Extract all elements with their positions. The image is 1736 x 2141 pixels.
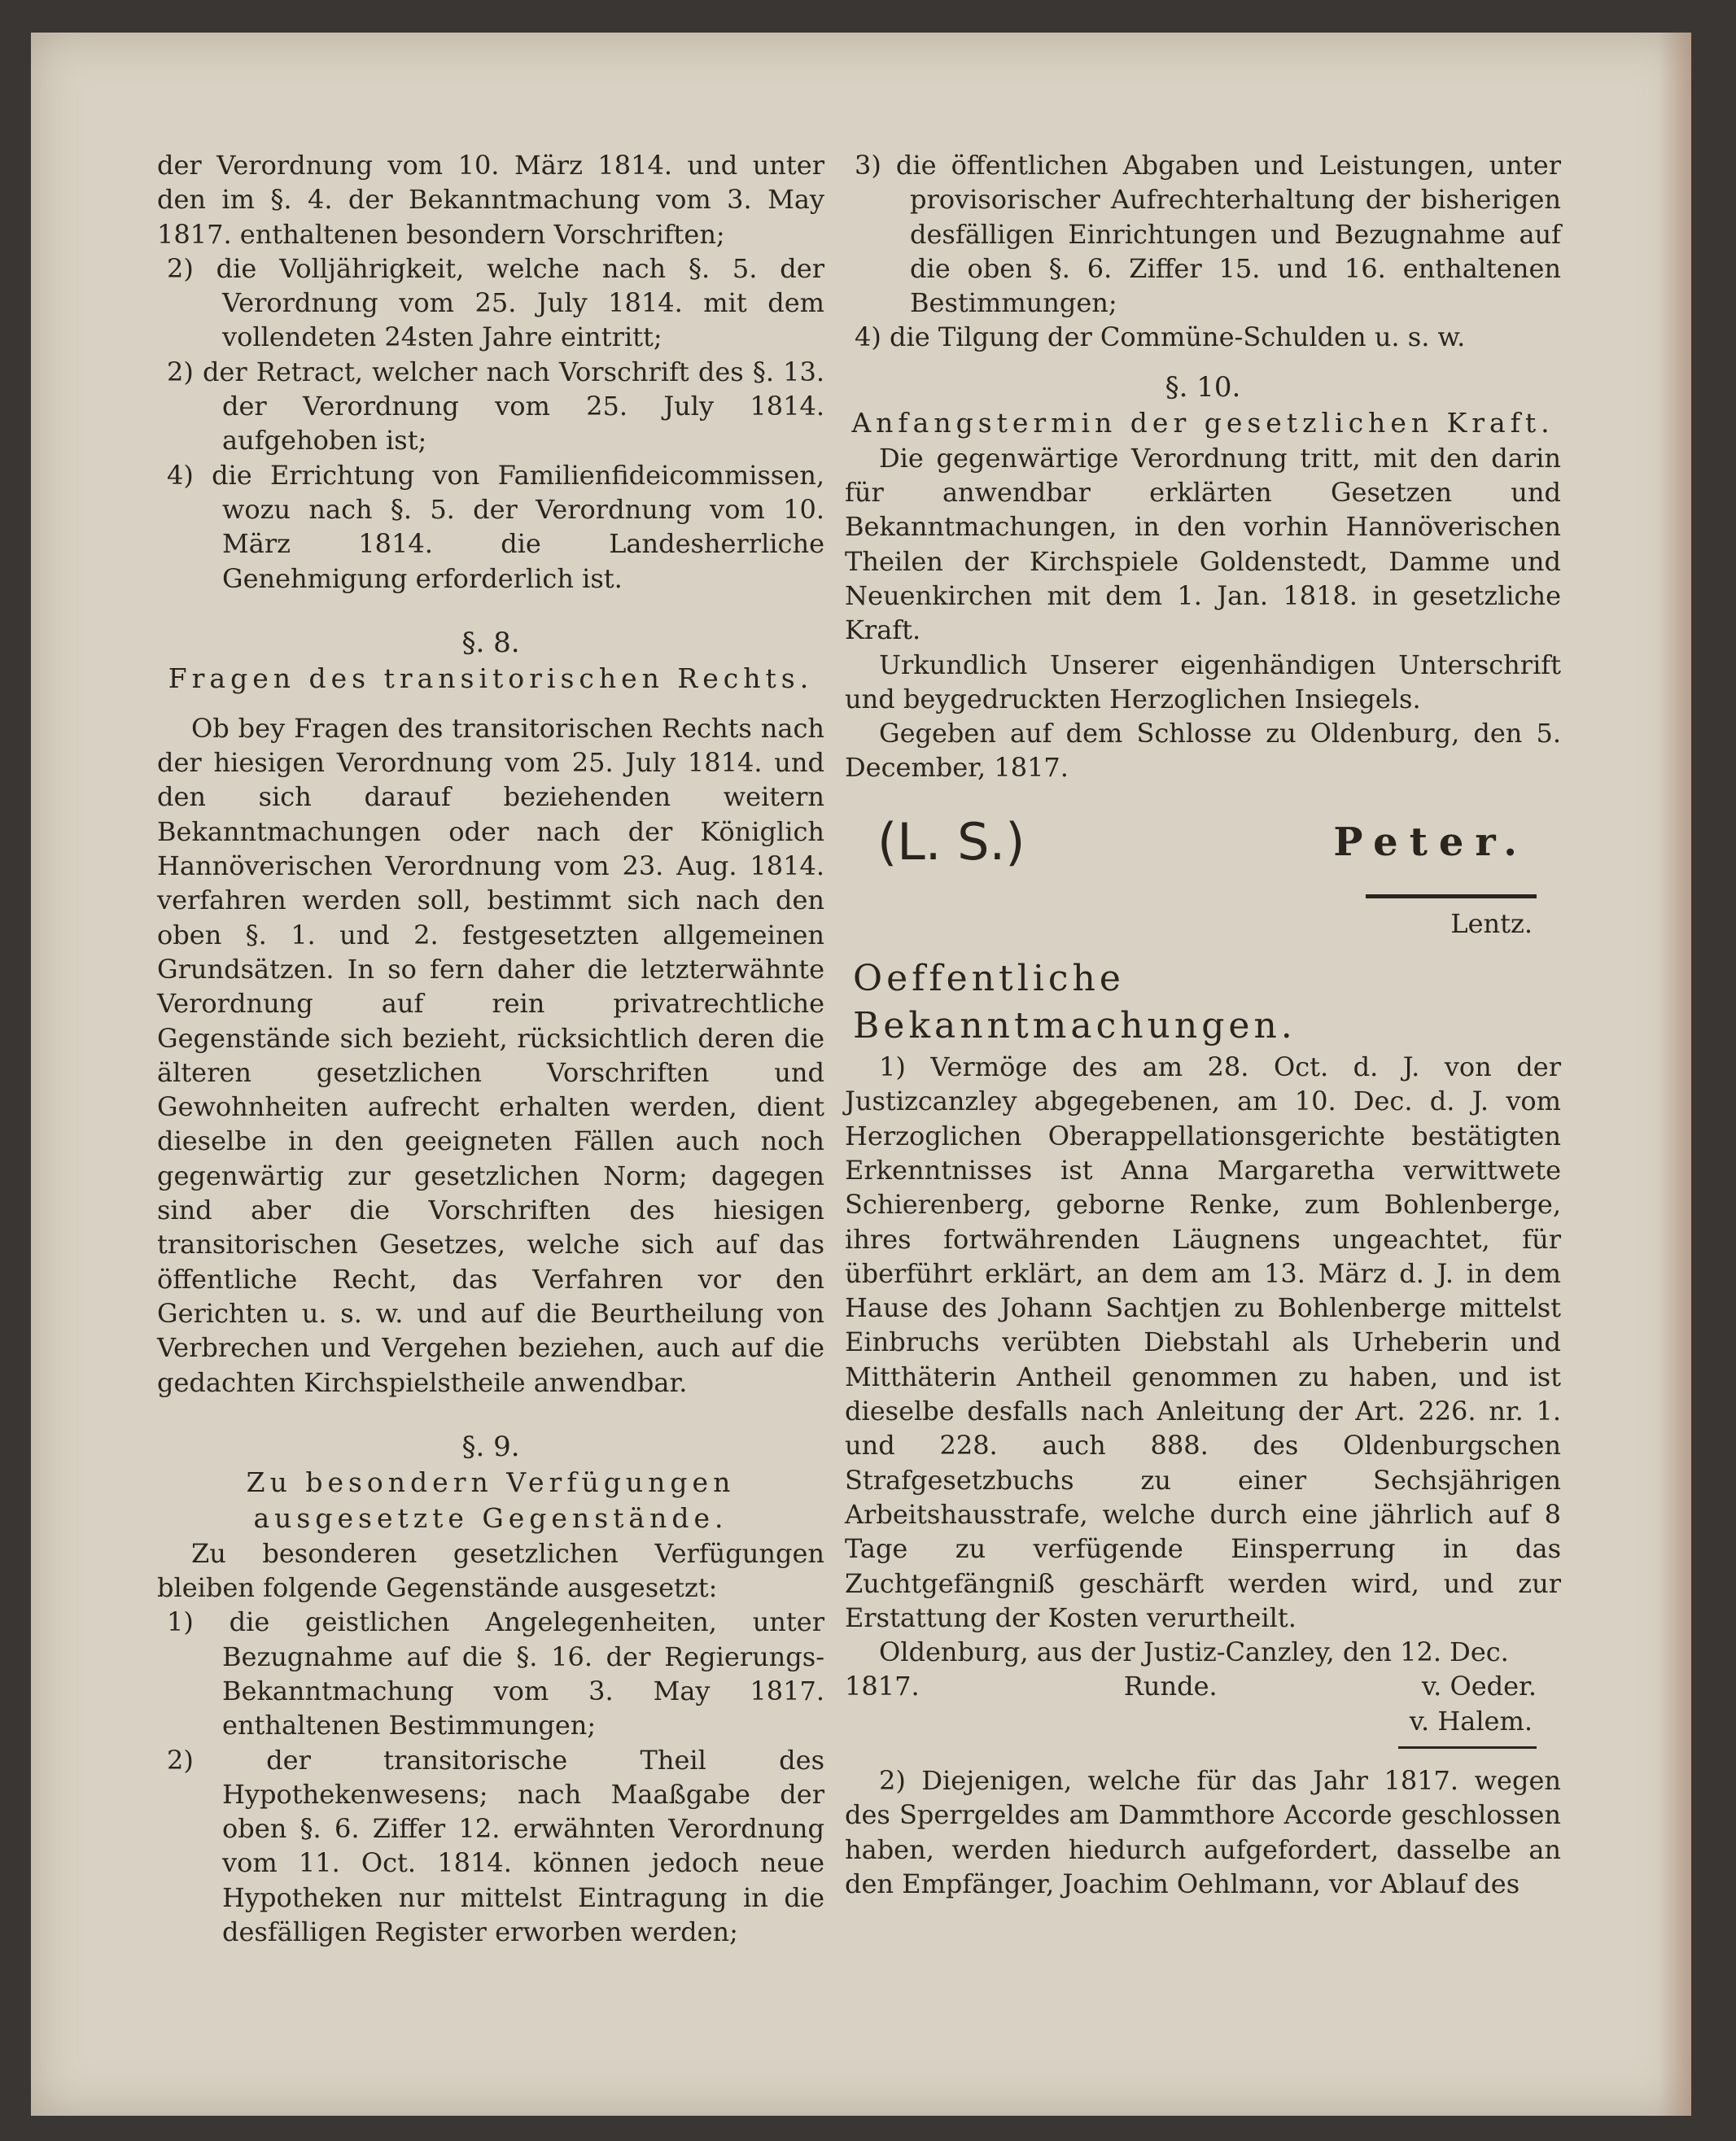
section-10-title: Anfangstermin der gesetzlichen Kraft. bbox=[851, 406, 1555, 439]
list-item: 2) die Volljährigkeit, welche nach §. 5. der Verordnung vom 25. July 1814. mit dem vollendeten 24sten Jahre eintritt; bbox=[167, 252, 824, 353]
countersign: Lentz. bbox=[1450, 907, 1533, 939]
notice-1-signer-runde: Runde. bbox=[1123, 1671, 1218, 1702]
right-column bbox=[845, 148, 1561, 1901]
section-9-number: §. 9. bbox=[461, 1430, 520, 1463]
notice-divider bbox=[1398, 1746, 1537, 1749]
list-item: 2) der Retract, welcher nach Vorschrift des §. 13. der Verordnung vom 25. July 1814. aufgehoben ist; bbox=[167, 356, 824, 457]
document-page bbox=[31, 33, 1691, 2116]
notice-1-signatures bbox=[845, 1669, 1561, 1703]
signature-rule bbox=[1366, 894, 1537, 898]
notice-1-year: 1817. bbox=[845, 1671, 920, 1702]
list-item: 4) die Tilgung der Commüne-Schulden u. s. w. bbox=[855, 321, 1466, 353]
notice-2-text: 2) Diejenigen, welche für das Jahr 1817. wegen des Sperrgeldes am Dammthore Accorde geschlossen haben, werden hiedurch aufgefordert, dasselbe an den Empfänger, Joachim Oehlmann, vor Ablauf des bbox=[845, 1764, 1561, 1899]
list-item: 3) die öffentlichen Abgaben und Leistungen, unter provisorischer Aufrechterhaltung der bisherigen desfälligen Einrichtungen und Bezugnahme auf die oben §. 6. Ziffer 15. und 16. enthaltenen Bestimmungen; bbox=[855, 150, 1561, 319]
section-8-text: Ob bey Fragen des transitorischen Rechts nach der hiesigen Verordnung vom 25. July 1814. und den sich darauf beziehenden weitern Bekanntmachungen oder nach der Königlich Hannöverischen Verordnung vom 23. Aug. 1814. verfahren werden soll, bestimmt sich nach den oben §. 1. und 2. festgesetzten allgemeinen Grundsätzen. In so fern daher die letzterwähnte Verordnung auf rein privatrechtliche Gegenstände sich bezieht, rücksichtlich deren die älteren gesetzlichen Vorschriften und Gewohnheiten aufrecht erhalten werden, dient dieselbe in den geeigneten Fällen auch noch gegenwärtig zur gesetzlichen Norm; dagegen sind aber die Vorschriften des hiesigen transitorischen Gesetzes, welche sich auf das öffentliche Recht, das Verfahren vor den Gerichten u. s. w. und auf die Beurtheilung von Verbrechen und Vergehen beziehen, auch auf die gedachten Kirchspielstheile anwendbar. bbox=[157, 712, 824, 1398]
section-9-title: Zu besondern Verfügungen ausgesetzte Gegenstände. bbox=[246, 1466, 736, 1534]
notice-1-signer-halem: v. Halem. bbox=[1409, 1705, 1533, 1737]
seal-mark: (L. S.) bbox=[877, 811, 1025, 872]
left-column bbox=[157, 148, 824, 1949]
closing-date: Gegeben auf dem Schlosse zu Oldenburg, den 5. December, 1817. bbox=[845, 718, 1561, 784]
notice-1-place: Oldenburg, aus der Justiz-Canzley, den 12. Dec. bbox=[879, 1636, 1509, 1668]
closing-formula: Urkundlich Unserer eigenhändigen Unterschrift und beygedruckten Herzoglichen Insiegels. bbox=[845, 649, 1561, 714]
list-item: 2) der transitorische Theil des Hypothekenwesens; nach Maaßgabe der oben §. 6. Ziffer 12. erwähnten Verordnung vom 11. Oct. 1814. können jedoch neue Hypotheken nur mittelst Eintragung in die desfälligen Register erworben werden; bbox=[167, 1744, 824, 1948]
signature-block bbox=[877, 810, 1561, 875]
section-10-text: Die gegenwärtige Verordnung tritt, mit den darin für anwendbar erklärten Gesetzen und Bekanntmachungen, in den vorhin Hannöverischen Theilen der Kirchspiele Goldenstedt, Damme und Neuenkirchen mit dem 1. Jan. 1818. in gesetzliche Kraft. bbox=[845, 442, 1561, 646]
announcements-title: Oeffentliche Bekanntmachungen. bbox=[853, 958, 1297, 1047]
intro-text: der Verordnung vom 10. März 1814. und unter den im §. 4. der Bekanntmachung vom 3. May 1817. enthaltenen besondern Vorschriften; bbox=[157, 150, 824, 250]
list-item: 1) die geistlichen Angelegenheiten, unter Bezugnahme auf die §. 16. der Regierungs-Bekanntmachung vom 3. May 1817. enthaltenen Bestimmungen; bbox=[167, 1606, 824, 1741]
signer-name: Peter. bbox=[1333, 819, 1528, 865]
section-10-number: §. 10. bbox=[1165, 370, 1241, 404]
notice-1-text: 1) Vermöge des am 28. Oct. d. J. von der Justizcanzley abgegebenen, am 10. Dec. d. J. vom Herzoglichen Oberappellationsgerichte bestätigten Erkenntnisses ist Anna Margaretha verwittwete Schierenberg, geborne Renke, zum Bohlenberge, ihres fortwährenden Läugnens ungeachtet, für überführt erklärt, an dem am 13. März d. J. in dem Hause des Johann Sachtjen zu Bohlenberge mittelst Einbruchs verübten Diebstahl als Urheberin und Mitthäterin Antheil genommen zu haben, und ist dieselbe desfalls nach Anleitung der Art. 226. nr. 1. und 228. auch 888. des Oldenburgschen Strafgesetzbuchs zu einer Sechsjährigen Arbeitshausstrafe, welche durch eine jährlich auf 8 Tage zu verfügende Einsperrung in das Zuchtgefängniß geschärft werden wird, und zur Erstattung der Kosten verurtheilt. bbox=[845, 1051, 1561, 1633]
list-item: 4) die Errichtung von Familienfideicommissen, wozu nach §. 5. der Verordnung vom 10. März 1814. die Landesherrliche Genehmigung erforderlich ist. bbox=[167, 459, 824, 594]
section-8-number: §. 8. bbox=[461, 626, 520, 659]
section-9-intro: Zu besonderen gesetzlichen Verfügungen bleiben folgende Gegenstände ausgesetzt: bbox=[157, 1537, 824, 1604]
notice-1-signer-oeder: v. Oeder. bbox=[1421, 1671, 1537, 1702]
section-8-title: Fragen des transitorischen Rechts. bbox=[168, 662, 814, 694]
